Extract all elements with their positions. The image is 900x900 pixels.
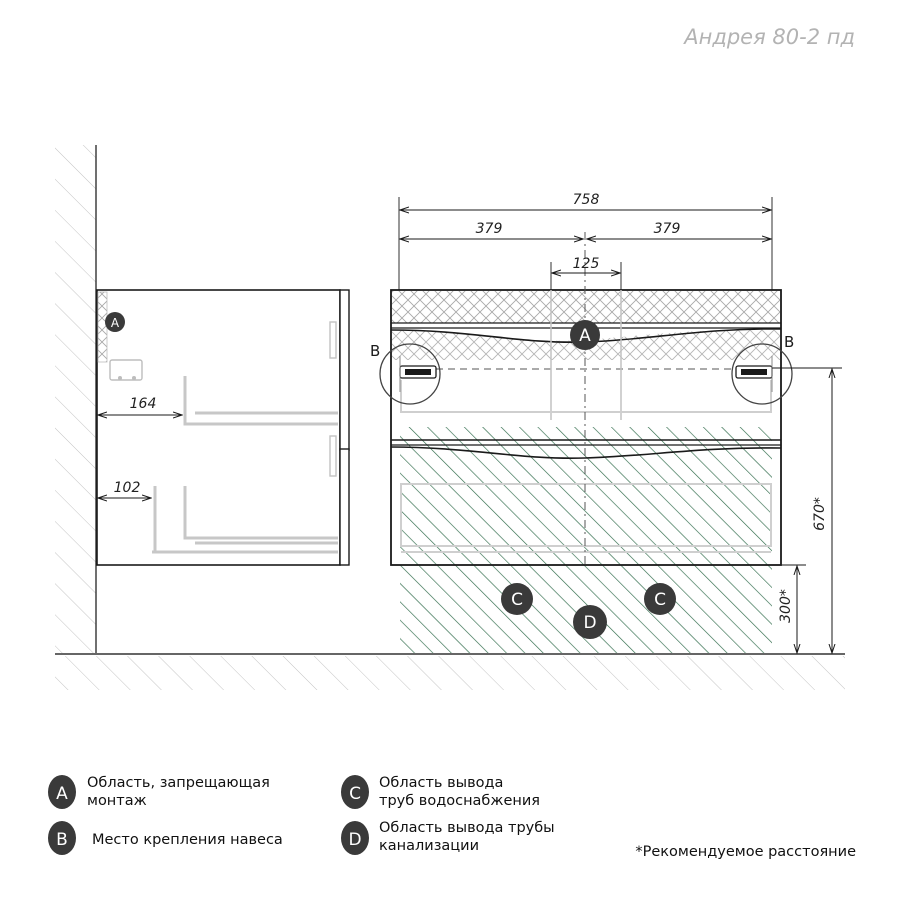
marker-c-right (644, 583, 676, 615)
dimension-670-label: 670* (812, 497, 828, 531)
marker-d (573, 605, 607, 639)
legend-d-line1: Область вывода трубы (379, 820, 555, 836)
legend-c-line1: Область вывода (379, 775, 504, 791)
svg-text:A: A (579, 326, 591, 346)
drawing-title: Андрея 80-2 пд (684, 25, 855, 49)
svg-text:C: C (511, 590, 523, 610)
dimension-379-right-label: 379 (653, 221, 681, 237)
svg-text:A: A (110, 316, 120, 330)
floor-section (55, 654, 845, 690)
dimension-125 (551, 256, 621, 290)
marker-a-front (570, 320, 600, 350)
wall-section (55, 145, 96, 653)
dimension-125-label: 125 (572, 256, 600, 272)
dimension-side-164-label: 164 (129, 396, 157, 412)
svg-text:B: B (56, 830, 68, 850)
dimension-379-left-label: 379 (475, 221, 503, 237)
legend-a-line2: монтаж (87, 793, 147, 809)
side-view-cabinet (97, 290, 349, 565)
legend-b-line1: Место крепления навеса (92, 832, 283, 848)
marker-c-left (501, 583, 533, 615)
legend-c-line2: труб водоснабжения (379, 793, 540, 809)
legend-item-d (341, 820, 555, 855)
dimension-side-102-label: 102 (113, 480, 141, 496)
dimension-379-right (587, 221, 771, 239)
marker-a-side (105, 312, 125, 332)
svg-text:C: C (654, 590, 666, 610)
svg-text:C: C (349, 784, 361, 804)
legend-item-b (48, 821, 283, 855)
legend-item-c (341, 775, 540, 809)
svg-text:D: D (348, 830, 362, 850)
svg-text:A: A (56, 784, 68, 804)
legend-d-line2: канализации (379, 838, 480, 854)
marker-b-right-label: B (784, 333, 795, 351)
marker-b-left-label: B (370, 342, 381, 360)
dimension-379-left (400, 221, 583, 239)
legend-item-a (48, 775, 270, 809)
legend-a-line1: Область, запрещающая (87, 775, 270, 791)
svg-text:D: D (583, 613, 597, 633)
footnote: *Рекомендуемое расстояние (635, 844, 856, 860)
dimension-758-label: 758 (572, 192, 600, 208)
legend (48, 775, 856, 860)
dimension-300 (772, 565, 806, 653)
dimension-300-label: 300* (778, 589, 794, 623)
